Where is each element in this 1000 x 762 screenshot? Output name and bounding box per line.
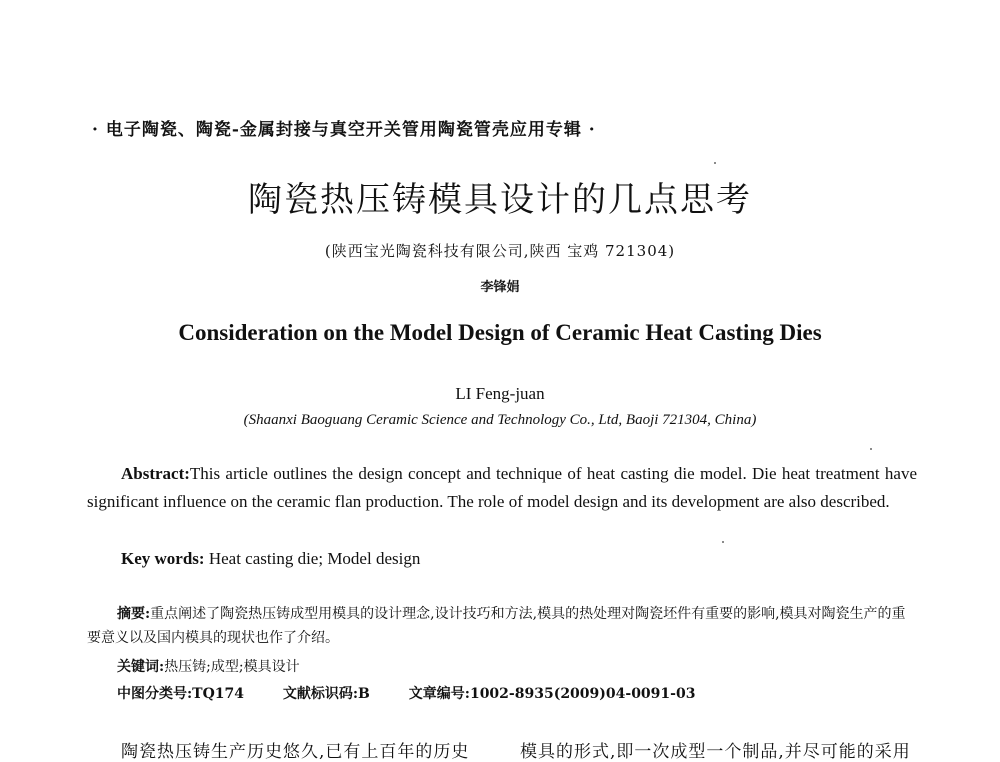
abstract-english xyxy=(87,460,917,516)
keywords-chinese-label: 关键词: xyxy=(117,659,165,675)
classification-line xyxy=(117,683,729,703)
affiliation-english: (Shaanxi Baoguang Ceramic Science and Technology Co., Ltd, Baoji 721304, China) xyxy=(243,412,757,428)
keywords-chinese-text: 热压铸;成型;模具设计 xyxy=(164,659,300,675)
scan-speck xyxy=(870,448,872,450)
keywords-english xyxy=(121,549,420,569)
abstract-chinese-text: 重点阐述了陶瓷热压铸成型用模具的设计理念,设计技巧和方法,模具的热处理对陶瓷坯件有重要的影响,模具对陶瓷生产的重要意义以及国内模具的现状也作了介绍。 xyxy=(87,606,906,646)
clc-number: 中图分类号:TQ174 xyxy=(117,686,245,702)
abstract-english-label: Abstract: xyxy=(121,464,190,483)
author-chinese: 李锋娟 xyxy=(480,280,520,295)
body-text-left-column: 陶瓷热压铸生产历史悠久,已有上百年的历史 xyxy=(121,742,470,762)
affiliation-chinese: (陕西宝光陶瓷科技有限公司,陕西 宝鸡 721304) xyxy=(324,242,676,260)
abstract-english-text: This article outlines the design concept and technique of heat casting die model. Die heat treatment have significant influence on the ceramic flan production. The role of model design and its development are also described. xyxy=(87,464,917,511)
body-text-right-column: 模具的形式,即一次成型一个制品,并尽可能的采用 xyxy=(520,742,911,762)
abstract-chinese xyxy=(87,602,917,650)
series-header: · 电子陶瓷、陶瓷-金属封接与真空开关管用陶瓷管壳应用专辑 · xyxy=(92,120,596,140)
document-code: 文献标识码:B xyxy=(282,686,370,702)
keywords-english-text: Heat casting die; Model design xyxy=(208,549,421,568)
article-number: 文章编号:1002-8935(2009)04-0091-03 xyxy=(408,686,696,702)
keywords-chinese xyxy=(117,656,300,676)
keywords-english-label: Key words: xyxy=(121,549,205,568)
scan-speck xyxy=(714,162,716,164)
title-chinese: 陶瓷热压铸模具设计的几点思考 xyxy=(248,180,752,220)
title-english: Consideration on the Model Design of Ceramic Heat Casting Dies xyxy=(178,320,822,345)
author-english: LI Feng-juan xyxy=(455,384,545,403)
abstract-chinese-label: 摘要: xyxy=(117,606,151,622)
scan-speck xyxy=(722,541,724,543)
